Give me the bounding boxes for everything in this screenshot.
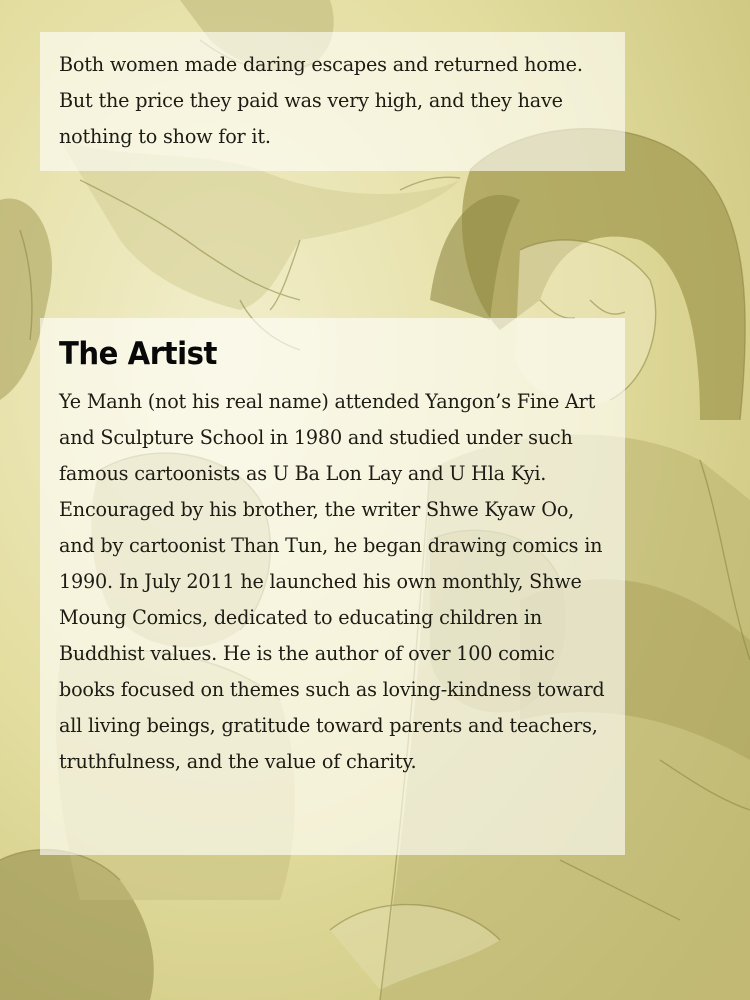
- intro-paragraph: Both women made daring escapes and returned home. But the price they paid was very high, and they have nothing to show for it.: [59, 53, 583, 148]
- artist-text-panel: [40, 318, 625, 855]
- section-heading-the-artist: The Artist: [59, 336, 217, 372]
- artist-bio-paragraph: Ye Manh (not his real name) attended Yangon’s Fine Art and Sculpture School in 1980 and studied under such famous cartoonists as U Ba Lon Lay and U Hla Kyi. Encouraged by his brother, the writer Shwe Kyaw Oo, and by cartoonist Than Tun, he began drawing comics in 1990. In July 2011 he launched his own monthly, Shwe Moung Comics, dedicated to educating children in Buddhist values. He is the author of over 100 comic books focused on themes such as loving-kindness toward all living beings, gratitude toward parents and teachers, truthfulness, and the value of charity.: [59, 390, 605, 773]
- intro-text-panel: [40, 32, 625, 171]
